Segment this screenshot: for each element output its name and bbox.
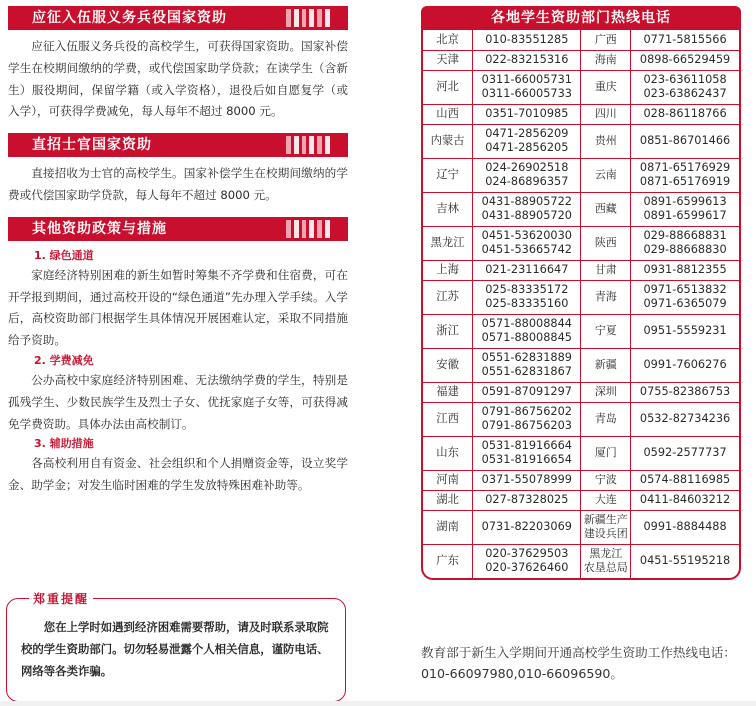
province-cell: 四川: [581, 104, 631, 124]
table-row: [423, 158, 739, 192]
phone-cell: 0531-81916664 0531-81916654: [473, 436, 581, 470]
notice-text: 您在上学时如遇到经济困难需要帮助，请及时联系录取院校的学生资助部门。切勿轻易泄露个人相关信息，谨防电话、网络等各类诈骗。: [21, 620, 329, 678]
phone-cell: 0571-88008844 0571-88008845: [473, 314, 581, 348]
phone-cell: 0351-7010985: [473, 104, 581, 124]
notice-title: 郑重提醒: [29, 590, 93, 607]
bottom-rule: [0, 701, 756, 706]
province-cell: 云南: [581, 158, 631, 192]
province-cell: 新疆生产 建设兵团: [581, 510, 631, 544]
phone-cell: 0851-86701466: [631, 124, 739, 158]
section-title: 应征入伍服义务兵役国家资助: [32, 10, 227, 26]
stripe-decoration: [286, 9, 330, 27]
province-cell: 安徽: [423, 348, 473, 382]
province-cell: 天津: [423, 50, 473, 70]
table-row: [423, 436, 739, 470]
province-cell: 河北: [423, 70, 473, 104]
phone-cell: 023-63611058 023-63862437: [631, 70, 739, 104]
table-row: [423, 30, 739, 50]
section-header-other: [8, 217, 348, 241]
left-column: [8, 6, 348, 497]
table-row: [423, 402, 739, 436]
province-cell: 湖北: [423, 490, 473, 510]
table-row: [423, 314, 739, 348]
table-row: [423, 192, 739, 226]
phone-cell: 0791-86756202 0791-86756203: [473, 402, 581, 436]
province-cell: 吉林: [423, 192, 473, 226]
province-cell: 辽宁: [423, 158, 473, 192]
phone-cell: 0871-65176929 0871-65176919: [631, 158, 739, 192]
table-row: [423, 280, 739, 314]
phone-cell: 021-23116647: [473, 260, 581, 280]
phone-cell: 0991-7606276: [631, 348, 739, 382]
section-header-conscription: [8, 6, 348, 30]
phone-cell: 0931-8812355: [631, 260, 739, 280]
item-body: 公办高校中家庭经济特别困难、无法缴纳学费的学生，特别是孤残学生、少数民族学生及烈士子女、优抚家庭子女等，可获得减免学费资助。具体办法由高校制订。: [8, 372, 348, 431]
province-cell: 西藏: [581, 192, 631, 226]
table-row: [423, 544, 739, 578]
phone-cell: 0551-62831889 0551-62831867: [473, 348, 581, 382]
table-row: [423, 490, 739, 510]
subheading-auxiliary: 3. 辅助措施: [34, 437, 94, 451]
province-cell: 宁夏: [581, 314, 631, 348]
province-cell: 内蒙古: [423, 124, 473, 158]
province-cell: 北京: [423, 30, 473, 50]
notice-box: [6, 592, 346, 702]
phone-cell: 0898-66529459: [631, 50, 739, 70]
province-cell: 青岛: [581, 402, 631, 436]
phone-cell: 028-86118766: [631, 104, 739, 124]
table-row: [423, 226, 739, 260]
province-cell: 广西: [581, 30, 631, 50]
province-cell: 江苏: [423, 280, 473, 314]
phone-cell: 0891-6599613 0891-6599617: [631, 192, 739, 226]
table-row: [423, 510, 739, 544]
phone-cell: 0411-84603212: [631, 490, 739, 510]
phone-cell: 0771-5815566: [631, 30, 739, 50]
hotline-table: [423, 30, 739, 578]
table-row: [423, 70, 739, 104]
province-cell: 青海: [581, 280, 631, 314]
phone-cell: 025-83335172 025-83335160: [473, 280, 581, 314]
stripe-decoration: [286, 220, 330, 238]
hotline-panel: [421, 6, 741, 580]
footer-note: 教育部于新生入学期间开通高校学生资助工作热线电话：010-66097980,010-66096590。: [421, 645, 736, 681]
province-cell: 宁波: [581, 470, 631, 490]
hotline-table-frame: [421, 30, 741, 580]
phone-cell: 010-83551285: [473, 30, 581, 50]
phone-cell: 0451-55195218: [631, 544, 739, 578]
phone-cell: 029-88668831 029-88668830: [631, 226, 739, 260]
phone-cell: 020-37629503 020-37626460: [473, 544, 581, 578]
province-cell: 深圳: [581, 382, 631, 402]
table-row: [423, 104, 739, 124]
section-title: 其他资助政策与措施: [32, 220, 167, 237]
phone-cell: 0574-88116985: [631, 470, 739, 490]
province-cell: 黑龙江: [423, 226, 473, 260]
phone-cell: 0371-55078999: [473, 470, 581, 490]
table-row: [423, 470, 739, 490]
province-cell: 广东: [423, 544, 473, 578]
table-row: [423, 382, 739, 402]
province-cell: 重庆: [581, 70, 631, 104]
province-cell: 陕西: [581, 226, 631, 260]
phone-cell: 0471-2856209 0471-2856205: [473, 124, 581, 158]
phone-cell: 0532-82734236: [631, 402, 739, 436]
province-cell: 江西: [423, 402, 473, 436]
phone-cell: 0951-5559231: [631, 314, 739, 348]
province-cell: 上海: [423, 260, 473, 280]
phone-cell: 0451-53620030 0451-53665742: [473, 226, 581, 260]
province-cell: 浙江: [423, 314, 473, 348]
section-body: 应征入伍服义务兵役的高校学生，可获得国家资助。国家补偿学生在校期间缴纳的学费，或代偿国家助学贷款；在读学生（含新生）服役期间，保留学籍（或入学资格），退役后如自愿复学（或入学），可获得学费减免，每人每年不超过 8000 元。: [8, 39, 348, 119]
phone-cell: 027-87328025: [473, 490, 581, 510]
hotline-table-title: 各地学生资助部门热线电话: [421, 6, 741, 30]
province-cell: 厦门: [581, 436, 631, 470]
table-row: [423, 260, 739, 280]
phone-cell: 0991-8884488: [631, 510, 739, 544]
item-body: 各高校利用自有资金、社会组织和个人捐赠资金等，设立奖学金、助学金；对发生临时困难的学生发放特殊困难补助等。: [8, 456, 348, 493]
province-cell: 河南: [423, 470, 473, 490]
table-row: [423, 348, 739, 382]
phone-cell: 0755-82386753: [631, 382, 739, 402]
table-row: [423, 124, 739, 158]
province-cell: 山西: [423, 104, 473, 124]
phone-cell: 0311-66005731 0311-66005733: [473, 70, 581, 104]
province-cell: 海南: [581, 50, 631, 70]
item-body: 家庭经济特别困难的新生如暂时筹集不齐学费和住宿费，可在开学报到期间，通过高校开设的“绿色通道”先办理入学手续。入学后，高校资助部门根据学生具体情况开展困难认定，采取不同措施给予资助。: [8, 267, 348, 348]
table-row: [423, 50, 739, 70]
province-cell: 贵州: [581, 124, 631, 158]
province-cell: 湖南: [423, 510, 473, 544]
province-cell: 黑龙江 农垦总局: [581, 544, 631, 578]
section-header-sergeant: [8, 133, 348, 157]
phone-cell: 0971-6513832 0971-6365079: [631, 280, 739, 314]
province-cell: 大连: [581, 490, 631, 510]
subheading-tuition-waiver: 2. 学费减免: [34, 353, 94, 367]
phone-cell: 0731-82203069: [473, 510, 581, 544]
section-title: 直招士官国家资助: [32, 137, 152, 154]
province-cell: 山东: [423, 436, 473, 470]
stripe-decoration: [286, 136, 330, 154]
phone-cell: 0592-2577737: [631, 436, 739, 470]
phone-cell: 0591-87091297: [473, 382, 581, 402]
phone-cell: 022-83215316: [473, 50, 581, 70]
province-cell: 新疆: [581, 348, 631, 382]
section-body: 直接招收为士官的高校学生。国家补偿学生在校期间缴纳的学费或代偿国家助学贷款，每人每年不超过 8000 元。: [8, 166, 348, 202]
province-cell: 福建: [423, 382, 473, 402]
subheading-green-channel: 1. 绿色通道: [34, 248, 94, 262]
province-cell: 甘肃: [581, 260, 631, 280]
phone-cell: 024-26902518 024-86896357: [473, 158, 581, 192]
phone-cell: 0431-88905722 0431-88905720: [473, 192, 581, 226]
